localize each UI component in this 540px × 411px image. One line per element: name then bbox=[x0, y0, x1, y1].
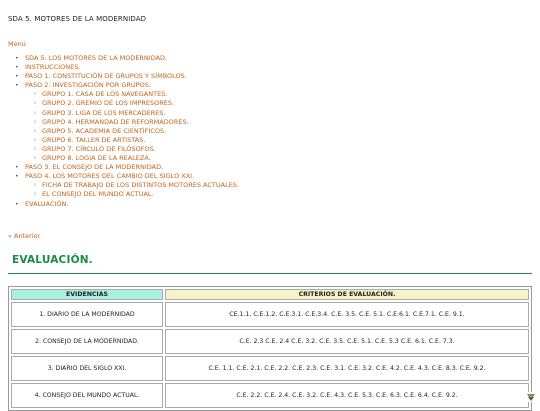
table-row bbox=[11, 302, 529, 327]
evidence-cell: 3. DIARIO DEL SIGLO XXI. bbox=[11, 356, 163, 381]
menu-link[interactable]: EL CONSEJO DEL MUNDO ACTUAL. bbox=[42, 190, 154, 199]
menu-subitem bbox=[12, 118, 239, 127]
title-divider bbox=[8, 273, 532, 274]
table-header-row bbox=[11, 289, 529, 300]
header-criterios: CRITERIOS DE EVALUACIÓN. bbox=[165, 289, 529, 300]
menu-item bbox=[12, 63, 239, 72]
menu-link[interactable]: GRUPO 8. LOGIA DE LA REALEZA. bbox=[42, 154, 151, 163]
menu-subitem bbox=[12, 127, 239, 136]
menu-subitem bbox=[12, 145, 239, 154]
menu-link[interactable]: GRUPO 5. ACADEMIA DE CIENTÍFICOS. bbox=[42, 126, 167, 135]
menu-link[interactable]: GRUPO 6. TALLER DE ARTISTAS. bbox=[42, 135, 146, 144]
menu-link[interactable]: PASO 3. EL CONSEJO DE LA MODERNIDAD. bbox=[25, 163, 164, 172]
menu-list bbox=[12, 54, 239, 209]
table-body bbox=[11, 302, 529, 408]
criteria-cell: C.E. 2.3 C.E. 2.4 C.E. 3.2. C.E. 3.5. C.E. 5.1. C.E. 5.3 C.E. 6.1. C.E. 7.3. bbox=[165, 329, 529, 354]
menu-subitem bbox=[12, 99, 239, 108]
menu-link[interactable]: INSTRUCCIONES. bbox=[25, 63, 81, 72]
menu-item bbox=[12, 172, 239, 181]
evaluation-table bbox=[8, 286, 532, 411]
menu-item bbox=[12, 54, 239, 63]
table-row bbox=[11, 356, 529, 381]
menu-subitem bbox=[12, 90, 239, 99]
menu-subitem bbox=[12, 136, 239, 145]
page-title: EVALUACIÓN. bbox=[12, 254, 93, 266]
menu-link[interactable]: GRUPO 1. CASA DE LOS NAVEGANTES. bbox=[42, 90, 168, 99]
evaluation-table-wrapper bbox=[8, 286, 532, 411]
menu-item bbox=[12, 81, 239, 90]
menu-subitem bbox=[12, 109, 239, 118]
criteria-cell: C.E. 2.2. C.E. 2.4. C.E. 3.2. C.E. 4.3. C.E. 5.3. C.E. 6.3. C.E. 6.4. C.E. 9.2. bbox=[165, 383, 529, 408]
menu-link[interactable]: SDA 5. LOS MOTORES DE LA MODERNIDAD. bbox=[25, 54, 168, 62]
table-row bbox=[11, 383, 529, 408]
menu-link[interactable]: EVALUACIÓN. bbox=[25, 199, 69, 208]
menu-link[interactable]: PASO 2. INVESTIGACIÓN POR GRUPOS. bbox=[25, 81, 151, 90]
menu-item bbox=[12, 200, 239, 209]
menu-link[interactable]: GRUPO 4. HERMANDAD DE REFORMADORES. bbox=[42, 117, 189, 126]
evidence-cell: 2. CONSEJO DE LA MODERNIDAD. bbox=[11, 329, 163, 354]
table-row bbox=[11, 329, 529, 354]
menu-subitem bbox=[12, 190, 239, 199]
previous-link[interactable]: « Anterior bbox=[8, 232, 41, 240]
menu-subitem bbox=[12, 181, 239, 190]
site-title: SDA 5. MOTORES DE LA MODERNIDAD bbox=[8, 15, 147, 23]
criteria-cell: C.E. 1.1. C.E. 2.1. C.E. 2.2. C.E. 2.3. C.E. 3.1. C.E. 3.2. C.E. 4.2. C.E. 4.3. C.E. 8.3. C.E. 9.2. bbox=[165, 356, 529, 381]
exelearning-logo-icon[interactable] bbox=[526, 392, 536, 402]
menu-subitem bbox=[12, 154, 239, 163]
menu-link[interactable]: PASO 1. CONSTITUCIÓN DE GRUPOS Y SÍMBOLOS. bbox=[25, 72, 187, 81]
menu-item bbox=[12, 163, 239, 172]
menu-label: Menú bbox=[8, 40, 26, 48]
evidence-cell: 4. CONSEJO DEL MUNDO ACTUAL. bbox=[11, 383, 163, 408]
menu-link[interactable]: GRUPO 2. GREMIO DE LOS IMPRESORES. bbox=[42, 99, 175, 108]
menu-link[interactable]: GRUPO 3. LIGA DE LOS MERCADERES. bbox=[42, 108, 166, 117]
header-evidencias: EVIDENCIAS bbox=[11, 289, 163, 300]
menu-link[interactable]: FICHA DE TRABAJO DE LOS DISTINTOS MOTORES ACTUALES. bbox=[42, 181, 239, 190]
menu-link[interactable]: PASO 4. LOS MOTORES DEL CAMBIO DEL SIGLO XXI. bbox=[25, 172, 195, 181]
criteria-cell: CE.1.1. C.E.1.2. C.E.3.1. C.E.3.4. C.E. 3.5. C.E. 5.1. C.E.6.1. C.E.7.1. C.E. 9.1. bbox=[165, 302, 529, 327]
menu-link[interactable]: GRUPO 7. CÍRCULO DE FILÓSOFOS. bbox=[42, 144, 156, 153]
menu-item bbox=[12, 72, 239, 81]
evidence-cell: 1. DIARIO DE LA MODERNIDAD bbox=[11, 302, 163, 327]
